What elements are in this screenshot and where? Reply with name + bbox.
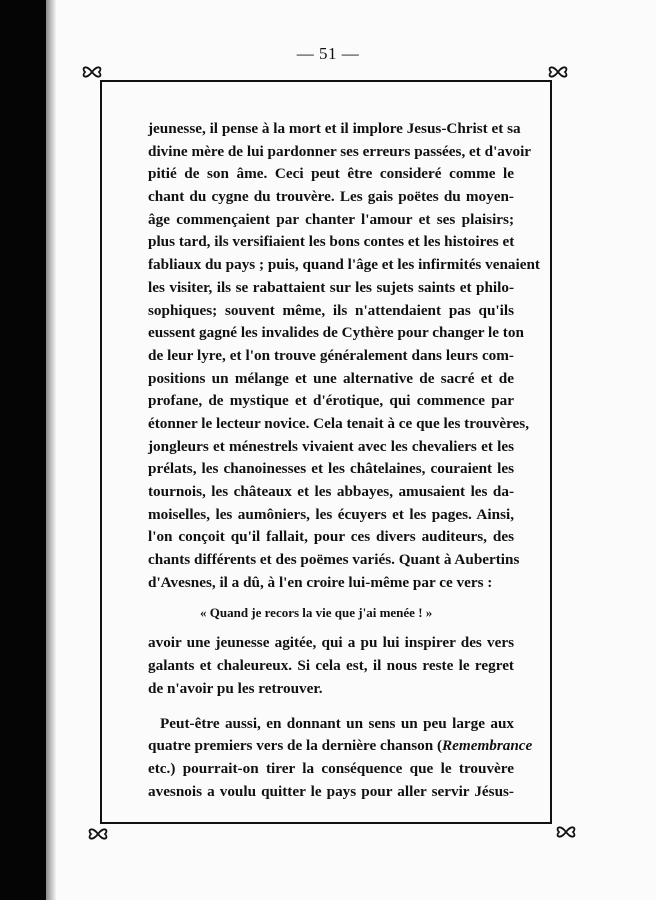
- paragraph-1: [148, 118, 540, 594]
- text-line: [148, 735, 533, 758]
- binding-edge: [0, 0, 46, 900]
- text-line: etc.) pourrait-on tirer la conséquence que le trouvère: [148, 759, 514, 777]
- text-line: divine mère de lui pardonner ses erreurs passées, et d'avoir: [148, 142, 532, 160]
- text-line: les visiter, ils se rabattaient sur les sujets saints et philo-: [148, 278, 514, 296]
- binding-shadow: [46, 0, 56, 900]
- text-line: galants et chaleureux. Si cela est, il nous reste le regret: [148, 657, 514, 675]
- text-line: moiselles, les aumôniers, les écuyers et les pages. Ainsi,: [148, 505, 514, 523]
- verse-quote: « Quand je recors la vie que j'ai menée ! »: [200, 605, 433, 621]
- text-line: chant du cygne du trouvère. Les gais poëtes du moyen-: [148, 188, 514, 206]
- text-line: eussent gagné les invalides de Cythère pour changer le ton: [148, 324, 524, 342]
- text-line: positions un mélange et une alternative de sacré et de: [148, 369, 514, 387]
- text-line: plus tard, ils versifiaient les bons contes et les histoires et: [148, 233, 515, 251]
- text-line: profane, de mystique et d'érotique, qui commence par: [148, 392, 514, 410]
- text-line: prélats, les chanoinesses et les châtelaines, couraient les: [148, 460, 514, 478]
- text-line: de n'avoir pu les retrouver.: [148, 679, 323, 697]
- paragraph-2: [148, 632, 514, 700]
- text-line: sophiques; souvent même, ils n'attendaient pas qu'ils: [148, 301, 514, 319]
- corner-ornament-bottom-right-icon: [554, 820, 578, 844]
- text-line: jeunesse, il pense à la mort et il implore Jesus-Christ et sa: [148, 120, 521, 137]
- text-line: chants différents et des poëmes variés. Quant à Aubertins: [148, 551, 520, 569]
- text-line: âge commençaient par chanter l'amour et ses plaisirs;: [148, 210, 514, 228]
- text-line: Peut-être aussi, en donnant un sens un peu large aux: [160, 714, 514, 732]
- text-line: étonner le lecteur novice. Cela tenait à ce que les trouvères,: [148, 414, 529, 432]
- paragraph-3: [148, 713, 533, 804]
- corner-ornament-top-left-icon: [80, 60, 104, 84]
- page-number: — 51 —: [296, 44, 360, 63]
- text-line: pitié de son âme. Ceci peut être consideré comme le: [148, 165, 514, 183]
- italic-title: Remembrance: [442, 737, 533, 755]
- text-line: d'Avesnes, il a dû, à l'en croire lui-même par ce vers :: [148, 573, 493, 591]
- corner-ornament-top-right-icon: [546, 60, 570, 84]
- corner-ornament-bottom-left-icon: [86, 822, 110, 846]
- text-segment: quatre premiers vers de la dernière chanson (: [148, 737, 443, 755]
- text-line: l'on conçoit qu'il fallait, pour ces divers auditeurs, des: [148, 528, 514, 546]
- text-line: avoir une jeunesse agitée, qui a pu lui inspirer des vers: [148, 634, 514, 652]
- text-line: jongleurs et ménestrels vivaient avec les chevaliers et les: [148, 437, 514, 455]
- text-line: fabliaux du pays ; puis, quand l'âge et les infirmités venaient: [148, 256, 540, 274]
- body-text: [148, 118, 540, 803]
- text-line: tournois, les châteaux et les abbayes, amusaient les da-: [148, 483, 514, 500]
- text-line: de leur lyre, et l'on trouve généralement dans leurs com-: [148, 346, 514, 364]
- text-line: avesnois a voulu quitter le pays pour aller servir Jésus-: [148, 782, 514, 800]
